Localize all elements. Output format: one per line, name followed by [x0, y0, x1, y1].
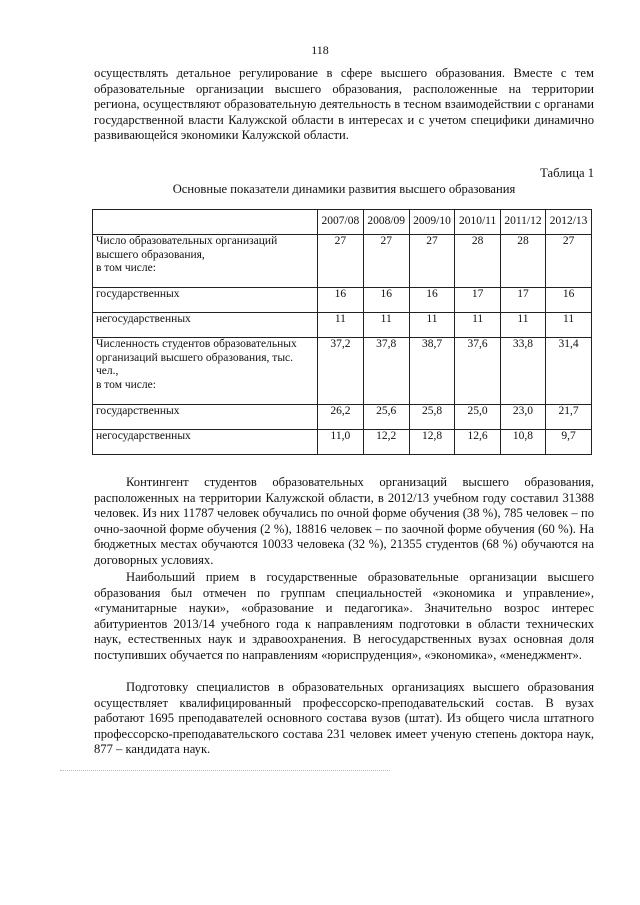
header-year: 2012/13	[546, 210, 592, 235]
cell-value: 11	[409, 313, 455, 338]
cell-value: 33,8	[500, 338, 545, 405]
table-row	[93, 430, 592, 455]
table-row	[93, 288, 592, 313]
cell-value: 11,0	[318, 430, 364, 455]
table-caption: Таблица 1	[540, 166, 594, 180]
cell-value: 27	[546, 235, 592, 288]
cell-value: 11	[455, 313, 500, 338]
row-label: Число образовательных организаций высшего образования, в том числе:	[93, 235, 318, 288]
table-header-row	[93, 210, 592, 235]
admissions-paragraph: Наибольший прием в государственные образовательные организации высшего образования был отмечен по группам специальностей «экономика и управление», «гуманитарные науки», «образование и педагогика». Значительно возрос интерес абитуриентов 2013/14 учебного года к направлениям подготовки в области технических наук, естественных наук и здравоохранения. В негосударственных вузах основная доля поступивших обучается по направлениям «юриспруденция», «экономика», «менеджмент».	[94, 570, 594, 662]
staff-paragraph: Подготовку специалистов в образовательных организациях высшего образования осуществляет квалифицированный профессорско-преподавательский состав. В вузах работают 1695 преподавателей основного состава вузов (штат). Из общего числа штатного профессорско-преподавательского состава 231 человек имеет ученую степень доктора наук, 877 – кандидата наук.	[94, 680, 594, 757]
footer-divider	[60, 770, 390, 771]
cell-value: 23,0	[500, 405, 545, 430]
cell-value: 11	[318, 313, 364, 338]
cell-value: 25,0	[455, 405, 500, 430]
cell-value: 16	[363, 288, 409, 313]
intro-paragraph: осуществлять детальное регулирование в сфере высшего образования. Вместе с тем образовательные организации высшего образования, расположенные на территории региона, осуществляют образовательную деятельность в тесном взаимодействии с органами государственной власти Калужской области в интересах и с учетом специфики динамично развивающейся экономики Калужской области.	[94, 66, 594, 143]
students-paragraph: Контингент студентов образовательных организаций высшего образования, расположенных на территории Калужской области, в 2012/13 учебном году составил 31388 человек. Из них 11787 человек обучались по очной форме обучения (38 %), 785 человек – по очно-заочной форме обучения (2 %), 18816 человек – по заочной форме обучения (60 %). На бюджетных местах обучаются 10033 человека (32 %), 21355 студентов (68 %) обучаются на договорных условиях.	[94, 475, 594, 567]
cell-value: 16	[409, 288, 455, 313]
header-indicator	[93, 210, 318, 235]
page-number: 118	[311, 43, 329, 57]
cell-value: 38,7	[409, 338, 455, 405]
cell-value: 27	[409, 235, 455, 288]
cell-value: 16	[546, 288, 592, 313]
cell-value: 12,2	[363, 430, 409, 455]
cell-value: 27	[318, 235, 364, 288]
cell-value: 11	[363, 313, 409, 338]
cell-value: 12,6	[455, 430, 500, 455]
table-row	[93, 235, 592, 288]
cell-value: 28	[455, 235, 500, 288]
header-year: 2011/12	[500, 210, 545, 235]
row-label: государственных	[93, 288, 318, 313]
cell-value: 11	[546, 313, 592, 338]
cell-value: 25,6	[363, 405, 409, 430]
cell-value: 10,8	[500, 430, 545, 455]
row-label: негосударственных	[93, 313, 318, 338]
header-year: 2008/09	[363, 210, 409, 235]
cell-value: 37,2	[318, 338, 364, 405]
cell-value: 37,6	[455, 338, 500, 405]
row-label: Численность студентов образовательных организаций высшего образования, тыс. чел., в том числе:	[93, 338, 318, 405]
cell-value: 9,7	[546, 430, 592, 455]
row-label: негосударственных	[93, 430, 318, 455]
table-row	[93, 338, 592, 405]
cell-value: 25,8	[409, 405, 455, 430]
table-row	[93, 313, 592, 338]
cell-value: 31,4	[546, 338, 592, 405]
header-year: 2009/10	[409, 210, 455, 235]
cell-value: 11	[500, 313, 545, 338]
cell-value: 37,8	[363, 338, 409, 405]
cell-value: 12,8	[409, 430, 455, 455]
indicators-table	[92, 209, 592, 455]
cell-value: 17	[500, 288, 545, 313]
header-year: 2010/11	[455, 210, 500, 235]
cell-value: 16	[318, 288, 364, 313]
table-title: Основные показатели динамики развития высшего образования	[172, 182, 516, 196]
cell-value: 28	[500, 235, 545, 288]
cell-value: 17	[455, 288, 500, 313]
table-row	[93, 405, 592, 430]
cell-value: 26,2	[318, 405, 364, 430]
cell-value: 27	[363, 235, 409, 288]
header-year: 2007/08	[318, 210, 364, 235]
row-label: государственных	[93, 405, 318, 430]
cell-value: 21,7	[546, 405, 592, 430]
